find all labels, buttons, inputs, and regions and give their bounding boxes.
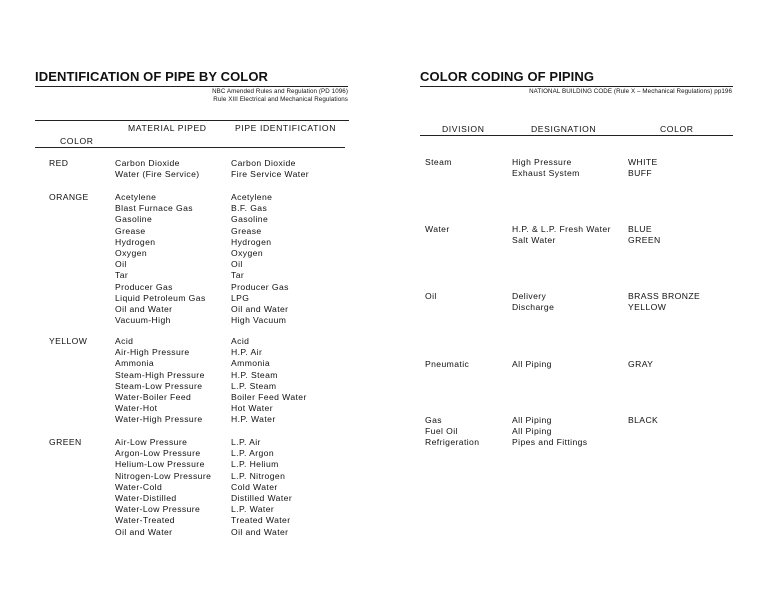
identification-item: Distilled Water [231,492,293,503]
material-item: Grease [115,225,146,236]
left-source-note-1: NBC Amended Rules and Regulation (PD 1096) [212,88,348,95]
group-color-label: ORANGE [49,192,89,202]
identification-list [231,158,309,180]
material-item: Water-Cold [115,481,163,492]
material-item: Ammonia [115,358,155,369]
right-header-designation: DESIGNATION [531,124,597,134]
division-cell [425,157,452,168]
designation-cell [512,359,552,370]
material-item: Argon-Low Pressure [115,448,201,459]
material-item: Tar [115,270,129,281]
color-item: GRAY [628,359,654,369]
division-item: Steam [425,157,452,167]
designation-cell [512,224,611,246]
identification-item: B.F. Gas [231,203,268,214]
division-item: Water [425,224,450,234]
identification-item: Boiler Feed Water [231,391,307,402]
material-item: Producer Gas [115,281,173,292]
right-title: COLOR CODING OF PIPING [420,69,595,84]
identification-item: Hot Water [231,403,273,414]
material-item: Air-High Pressure [115,347,190,358]
right-title-rule [420,86,733,87]
material-item: Steam-Low Pressure [115,380,203,391]
designation-item: All Piping [512,426,552,437]
designation-item: H.P. & L.P. Fresh Water [512,224,611,234]
identification-item: Grease [231,225,262,236]
color-cell [628,359,653,370]
right-source-note: NATIONAL BUILDING CODE (Rule X – Mechanical Regulations) pp196 [529,88,732,95]
left-table-header-rule [35,147,345,148]
material-item: Gasoline [115,214,153,225]
designation-cell [512,415,588,449]
color-item: BLACK [628,415,659,425]
identification-list [231,437,292,538]
material-item: Carbon Dioxide [115,158,180,168]
identification-item: Acetylene [231,192,273,202]
material-item: Oil and Water [115,526,173,537]
designation-item: All Piping [512,359,552,369]
identification-item: Tar [231,270,245,281]
identification-item: L.P. Steam [231,380,277,391]
identification-list [231,192,289,326]
material-item: Water-Distilled [115,492,177,503]
identification-item: Treated Water [231,515,291,526]
identification-item: L.P. Nitrogen [231,470,286,481]
material-item: Vacuum-High [115,315,171,326]
identification-item: H.P. Water [231,414,276,425]
designation-item: Delivery [512,291,547,301]
identification-item: Oil and Water [231,303,289,314]
material-item: Water-Hot [115,403,158,414]
color-item: BLUE [628,224,653,234]
group-color-label: GREEN [49,437,82,447]
right-header-division: DIVISION [442,124,485,134]
color-item: BUFF [628,168,653,179]
right-header-color: COLOR [660,124,694,134]
identification-item: Oxygen [231,247,264,258]
material-item: Helium-Low Pressure [115,459,205,470]
designation-item: Discharge [512,302,555,313]
material-item: Liquid Petroleum Gas [115,292,206,303]
identification-item: H.P. Steam [231,369,278,380]
material-list [115,437,211,538]
left-header-color: COLOR [60,136,94,146]
designation-item: Pipes and Fittings [512,437,588,448]
division-item: Pneumatic [425,359,470,369]
material-item: Air-Low Pressure [115,437,188,447]
color-item: GREEN [628,235,661,246]
division-item: Gas [425,415,442,425]
designation-item: Salt Water [512,235,556,246]
identification-item: L.P. Air [231,437,261,447]
material-item: Water-Low Pressure [115,504,201,515]
color-item: BRASS BRONZE [628,291,701,301]
color-cell [628,224,661,246]
material-item: Nitrogen-Low Pressure [115,470,212,481]
color-item: WHITE [628,157,658,167]
identification-item: Gasoline [231,214,269,225]
material-item: Water (Fire Service) [115,169,200,180]
identification-item: Carbon Dioxide [231,158,296,168]
material-item: Acetylene [115,192,157,202]
identification-item: LPG [231,292,250,303]
division-cell [425,415,479,449]
division-cell [425,224,450,235]
identification-item: Producer Gas [231,281,289,292]
material-item: Water-Boiler Feed [115,391,192,402]
left-header-material: MATERIAL PIPED [128,123,207,133]
identification-item: High Vacuum [231,315,287,326]
group-color-label: YELLOW [49,336,88,346]
identification-item: Oil and Water [231,526,289,537]
identification-item: Ammonia [231,358,271,369]
material-item: Hydrogen [115,236,156,247]
designation-item: All Piping [512,415,552,425]
identification-item: Acid [231,336,250,346]
division-cell [425,359,469,370]
identification-item: Cold Water [231,481,278,492]
color-cell [628,415,658,426]
material-list [115,192,206,326]
left-header-identification: PIPE IDENTIFICATION [235,123,337,133]
left-table-top-rule [35,120,349,121]
color-item: YELLOW [628,302,667,313]
identification-item: Fire Service Water [231,169,310,180]
identification-item: L.P. Helium [231,459,279,470]
material-list [115,158,200,180]
left-title-rule [35,86,348,87]
identification-item: L.P. Argon [231,448,275,459]
material-item: Steam-High Pressure [115,369,205,380]
identification-item: Hydrogen [231,236,272,247]
designation-item: High Pressure [512,157,572,167]
designation-item: Exhaust System [512,168,580,179]
identification-item: H.P. Air [231,347,263,358]
division-item: Fuel Oil [425,426,458,437]
color-cell [628,291,700,313]
division-cell [425,291,437,302]
left-source-note-2: Rule XIII Electrical and Mechanical Regulations [213,96,348,103]
material-item: Water-Treated [115,515,175,526]
material-item: Water-High Pressure [115,414,203,425]
material-item: Oxygen [115,247,148,258]
division-item: Refrigeration [425,437,480,448]
designation-cell [512,291,554,313]
designation-cell [512,157,580,179]
material-item: Acid [115,336,134,346]
material-item: Blast Furnace Gas [115,203,193,214]
right-table-header-rule [420,135,733,136]
identification-list [231,336,307,426]
color-cell [628,157,658,179]
identification-item: L.P. Water [231,504,275,515]
identification-item: Oil [231,259,243,270]
left-title: IDENTIFICATION OF PIPE BY COLOR [35,69,269,84]
material-item: Oil [115,259,127,270]
group-color-label: RED [49,158,69,168]
division-item: Oil [425,291,437,301]
material-list [115,336,205,426]
material-item: Oil and Water [115,303,173,314]
